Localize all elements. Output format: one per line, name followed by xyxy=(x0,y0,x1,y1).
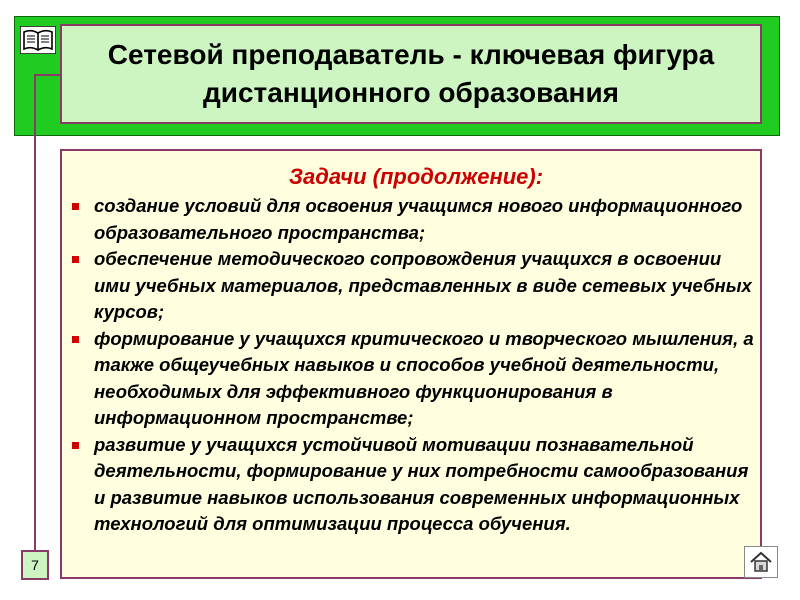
task-text: развитие у учащихся устойчивой мотивации познавательной деятельности, формирование у них потребности самообразования и развитие навыков использования современных информационных технологий для оптимизации процесса обучения. xyxy=(94,433,749,534)
bullet-icon xyxy=(72,442,79,449)
task-list xyxy=(72,193,760,538)
subtitle: Задачи (продолжение): xyxy=(288,164,544,189)
book-icon xyxy=(20,26,56,54)
task-text: создание условий для освоения учащимся нового информационного образовательного пространства; xyxy=(94,195,743,243)
page-number: 7 xyxy=(21,550,49,580)
list-item xyxy=(72,326,760,432)
home-icon xyxy=(749,551,773,573)
bullet-icon xyxy=(72,256,79,263)
bullet-icon xyxy=(72,336,79,343)
task-text: формирование у учащихся критического и творческого мышления, а также общеучебных навыков и способов учебной деятельности, необходимых для эффективного функционирования в информационном пространстве; xyxy=(94,327,754,428)
task-text: обеспечение методического сопровождения учащихся в освоении ими учебных материалов, представленных в виде сетевых учебных курсов; xyxy=(94,248,752,322)
connector-line xyxy=(34,74,60,550)
slide-title: Сетевой преподаватель - ключевая фигура дистанционного образования xyxy=(107,39,715,108)
home-button[interactable] xyxy=(744,546,778,578)
list-item xyxy=(72,246,760,326)
list-item xyxy=(72,193,760,246)
title-box xyxy=(60,24,762,124)
content-box xyxy=(60,149,762,579)
bullet-icon xyxy=(72,203,79,210)
list-item xyxy=(72,432,760,538)
